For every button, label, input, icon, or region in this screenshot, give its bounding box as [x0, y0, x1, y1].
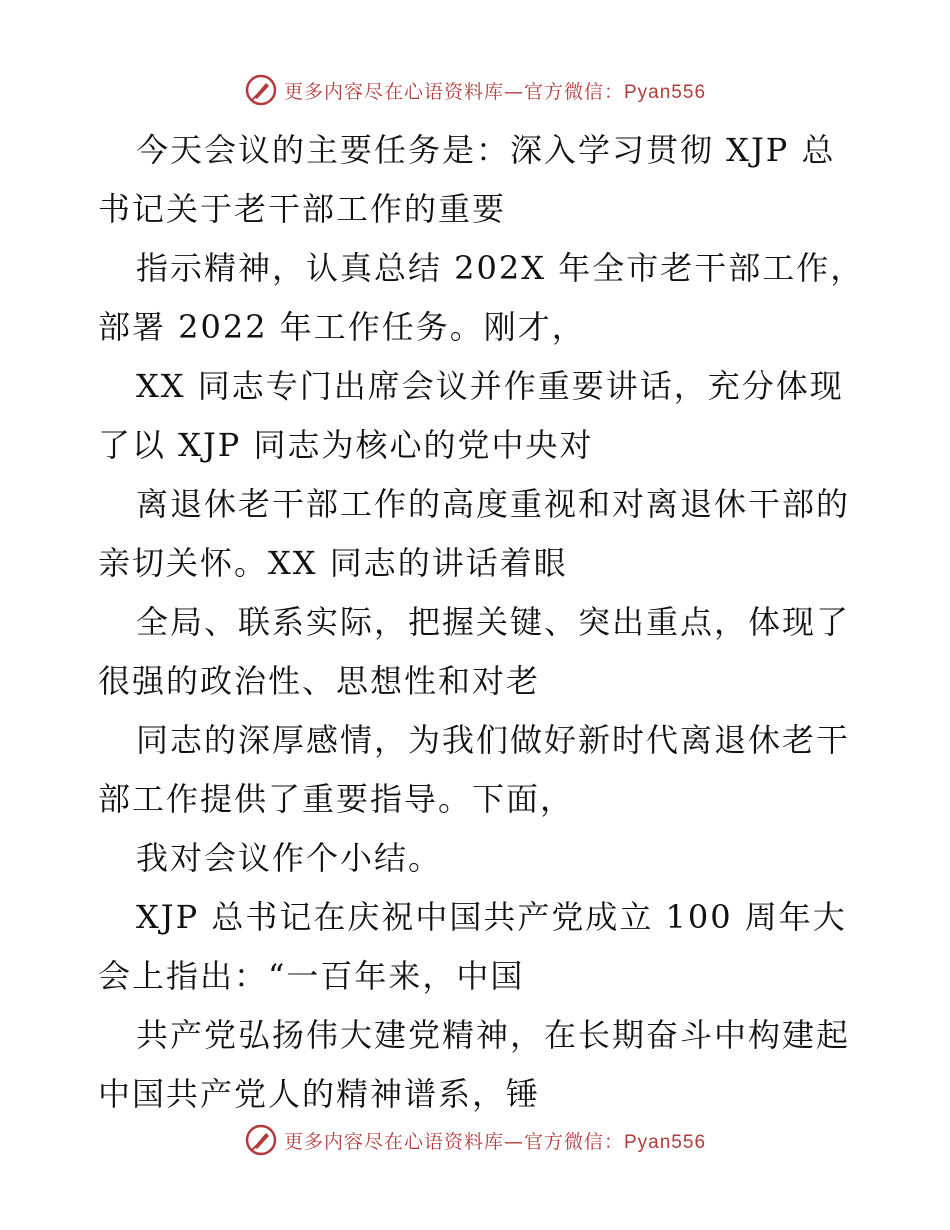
text-line: 共产党弘扬伟大建党精神，在长期奋斗中构建起 [136, 1016, 851, 1054]
quill-seal-icon [244, 1123, 278, 1157]
text-line: 中国共产党人的精神谱系，锤 [98, 1075, 541, 1113]
watermark-account: Pyan556 [624, 1131, 707, 1153]
text-line: 会上指出：“一百年来，中国 [98, 957, 525, 995]
text-line: 同志的深厚感情，为我们做好新时代离退休老干 [136, 721, 851, 759]
text-line: 全局、联系实际，把握关键、突出重点，体现了 [136, 603, 851, 641]
footer-watermark-banner [0, 1120, 950, 1160]
text-line: 亲切关怀。XX 同志的讲话着眼 [98, 544, 568, 582]
text-line: 离退休老干部工作的高度重视和对离退休干部的 [136, 485, 851, 523]
text-line: 很强的政治性、思想性和对老 [98, 662, 541, 700]
watermark-account: Pyan556 [624, 81, 707, 103]
text-line: XX 同志专门出席会议并作重要讲话，充分体现 [136, 367, 844, 405]
text-line: 了以 XJP 同志为核心的党中央对 [98, 426, 594, 464]
text-line: 我对会议作个小结。 [136, 839, 443, 877]
text-line: 书记关于老干部工作的重要 [98, 190, 507, 228]
watermark-text: 更多内容尽在心语资料库—官方微信：Pyan556 [283, 80, 707, 103]
text-line: 部工作提供了重要指导。下面， [98, 780, 575, 818]
text-line: 部署 2022 年工作任务。刚才， [98, 308, 586, 346]
document-body [98, 121, 865, 1124]
quill-seal-icon [244, 73, 278, 107]
text-line: 今天会议的主要任务是：深入学习贯彻 XJP 总 [136, 131, 836, 169]
text-line: 指示精神，认真总结 202X 年全市老干部工作， [136, 249, 865, 287]
watermark-text: 更多内容尽在心语资料库—官方微信：Pyan556 [283, 1130, 707, 1153]
header-watermark-banner [0, 70, 950, 110]
text-line: XJP 总书记在庆祝中国共产党成立 100 周年大 [136, 898, 847, 936]
